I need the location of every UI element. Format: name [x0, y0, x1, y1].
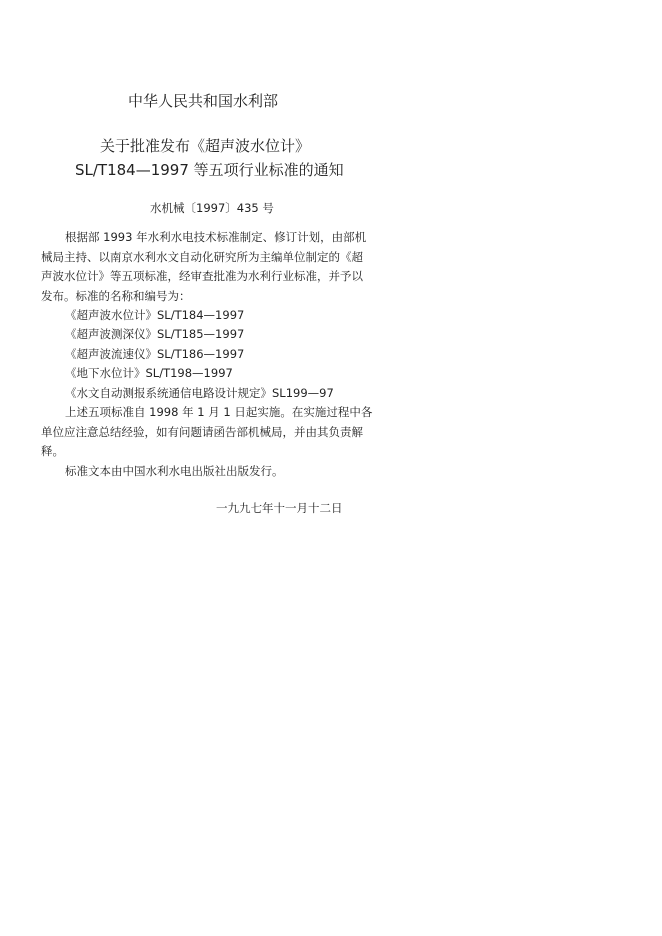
paragraph-2-line-2: 单位应注意总结经验，如有问题请函告部机械局，并由其负责解	[41, 425, 363, 439]
issue-date: 一九九七年十一月十二日	[216, 501, 343, 515]
paragraph-2-line-1: 上述五项标准自 1998 年 1 月 1 日起实施。在实施过程中各	[65, 405, 373, 419]
paragraph-1-line-2: 械局主持、以南京水利水文自动化研究所为主编单位制定的《超	[41, 250, 363, 264]
standard-item: 《地下水位计》SL/T198—1997	[65, 366, 233, 380]
paragraph-1-line-3: 声波水位计》等五项标准，经审查批准为水利行业标准，并予以	[41, 269, 363, 283]
standard-item: 《超声波水位计》SL/T184—1997	[65, 308, 245, 322]
paragraph-2-line-3: 释。	[41, 444, 64, 458]
paragraph-3: 标准文本由中国水利水电出版社出版发行。	[65, 464, 284, 478]
issuer-title: 中华人民共和国水利部	[128, 92, 279, 110]
standard-item: 《水文自动测报系统通信电路设计规定》SL199—97	[65, 386, 334, 400]
standard-item: 《超声波测深仪》SL/T185—1997	[65, 327, 245, 341]
notice-title-line-1: 关于批准发布《超声波水位计》	[100, 137, 311, 155]
paragraph-1-line-1: 根据部 1993 年水利水电技术标准制定、修订计划，由部机	[65, 230, 367, 244]
notice-title-line-2: SL/T184—1997 等五项行业标准的通知	[75, 161, 344, 179]
standard-item: 《超声波流速仪》SL/T186—1997	[65, 347, 245, 361]
paragraph-1-line-4: 发布。标准的名称和编号为：	[41, 289, 191, 303]
document-number: 水机械〔1997〕435 号	[150, 201, 274, 215]
